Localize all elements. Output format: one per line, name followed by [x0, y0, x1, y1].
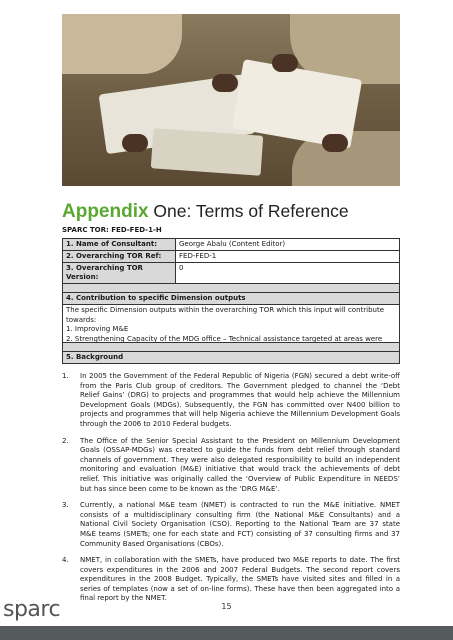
photo-hand [122, 134, 148, 152]
photo-hand [272, 54, 298, 72]
table-key: 3. Overarching TOR Version: [63, 263, 176, 286]
photo-hand [212, 74, 238, 92]
background-list [62, 372, 400, 611]
section-item: 1. Improving M&E [66, 325, 129, 333]
list-item [62, 556, 400, 604]
title-highlight: Appendix [62, 201, 149, 222]
section-5-box [62, 342, 400, 364]
cover-photo [62, 14, 400, 186]
table-row [63, 239, 400, 251]
section-heading: 5. Background [63, 352, 399, 363]
list-item [62, 437, 400, 495]
title-rest: One: Terms of Reference [148, 201, 349, 221]
tor-table [62, 238, 400, 286]
section-heading: 4. Contribution to specific Dimension outputs [63, 293, 399, 305]
list-text: NMET, in collaboration with the SMETs, have produced two M&E reports to date. The first covers expenditures in the 2006 and 2007 Federal Budgets. The second report covers expenditures in the 2008 Budget. Typically, the SMETs have visited sites and filled in a series of templates (now a set of on-line forms). These have then been aggregated into a final report by the NMET. [80, 556, 400, 603]
section-item: 2. Strengthening Capacity of the MDG office – Technical assistance targeted at areas were [66, 334, 383, 343]
photo-hand [322, 134, 348, 152]
section-spacer [63, 284, 399, 293]
page-title [62, 201, 349, 223]
list-number: 3. [62, 501, 69, 510]
section-intro: The specific Dimension outputs within the overarching TOR which this input will contribute towards: [66, 306, 385, 324]
list-item [62, 372, 400, 430]
table-key: 2. Overarching TOR Ref: [63, 251, 176, 263]
list-number: 2. [62, 436, 69, 445]
footer-bar [0, 626, 453, 640]
table-value: George Abalu (Content Editor) [176, 239, 400, 251]
list-text: In 2005 the Government of the Federal Republic of Nigeria (FGN) secured a debt write-off from the Paris Club group of creditors. The Government pledged to channel the ‘Debt Relief Gains’ (DRG) to projects and programmes that would help achieve the Millennium Development Goals (MDGs). Subsequently, the FGN has committed over N400 billion to projects and programmes that will help Nigeria achieve the Millennium Development Goals through the 2006 to 2010 Federal budgets. [80, 372, 400, 428]
logo-text: sparc [3, 597, 61, 622]
page-number: 15 [221, 602, 232, 611]
page-subtitle: SPARC TOR: FED-FED-1-H [62, 226, 162, 234]
table-value: FED-FED-1 [176, 251, 400, 263]
list-text: The Office of the Senior Special Assistant to the President on Millennium Development Goals (OSSAP-MDGs) was created to guide the funds from debt relief through standard channels of government. They were also delegated responsibility to build an independent monitoring and evaluation (M&E) initiative that would track the achievements of debt relief. This initiative was originally called the ‘Overview of Public Expenditure in NEEDS’ but has since been come to be known as the ‘DRG M&E’. [80, 436, 400, 493]
table-key: 1. Name of Consultant: [63, 239, 176, 251]
photo-sleeve [62, 14, 182, 74]
table-row [63, 251, 400, 263]
table-value: 0 [176, 263, 400, 286]
section-spacer [63, 343, 399, 352]
photo-paper [151, 128, 264, 176]
list-text: Currently, a national M&E team (NMET) is contracted to run the M&E initiative. NMET consists of a multidisciplinary consulting firm (the National M&E Consultants) and a National Civil Society Organisation (CSO). Reporting to the National Team are 37 state M&E teams (SMETs; one for each state and FCT) consisting of 37 consulting firms and 37 Community Based Organisations (CBOs). [80, 501, 400, 548]
list-number: 1. [62, 372, 69, 380]
list-item [62, 501, 400, 549]
list-number: 4. [62, 556, 69, 565]
